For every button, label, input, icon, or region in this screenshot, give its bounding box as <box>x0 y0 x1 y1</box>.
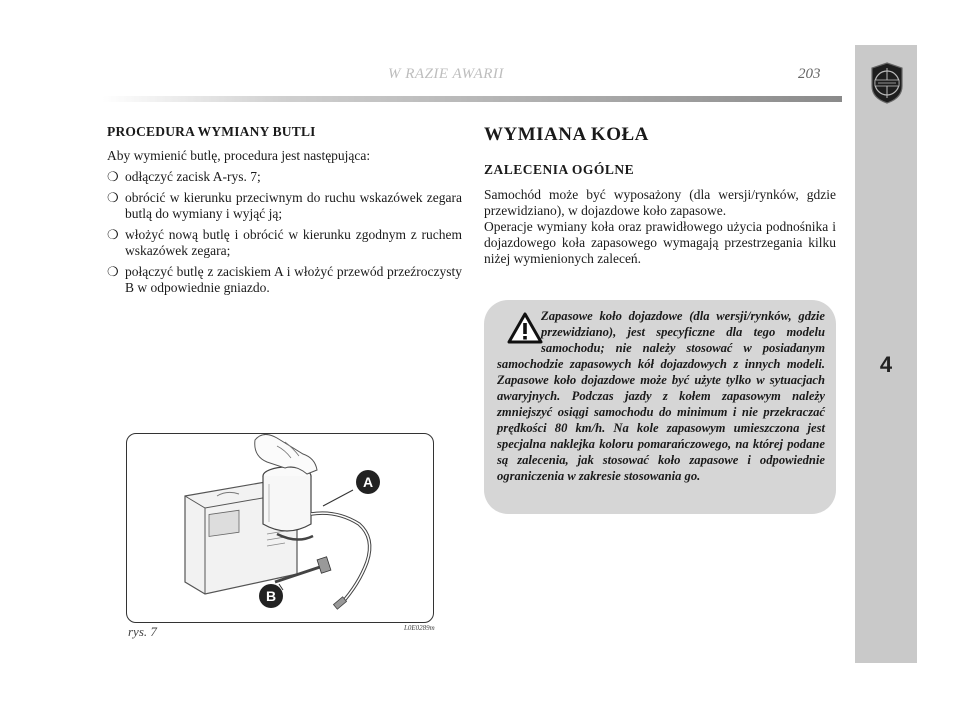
label-b: B <box>265 588 277 604</box>
bullet-marker: ❍ <box>107 264 119 279</box>
bullet-marker: ❍ <box>107 190 119 205</box>
page-number: 203 <box>798 66 821 82</box>
right-column <box>484 124 836 267</box>
compressor-figure <box>126 433 434 623</box>
procedure-intro: Aby wymienić butlę, procedura jest następująca: <box>107 148 371 163</box>
warning-box <box>484 300 836 514</box>
compressor-illustration <box>127 434 433 622</box>
header-divider <box>102 96 842 102</box>
left-column <box>107 124 462 301</box>
bullet-marker: ❍ <box>107 227 119 242</box>
warning-text: Zapasowe koło dojazdowe (dla wersji/rynków, gdzie przewidziano), jest specyficzne dla tego modelu samochodu; nie należy stosować w posiadanym samochodzie zapasowych kół dojazdowych z innych modeli. Zapasowe koło dojazdowe może być użyte tylko w sytuacjach awaryjnych. Podczas jazdy z kołem zapasowym należy zmniejszyć osiągi samochodu do minimum i nie przekraczać prędkości 80 km/h. Na kole zapasowym umieszczona jest specjalna naklejka koloru pomarańczowego, na której podane są zalecenia, jak stosować koło zapasowe i odpowiednie ograniczenia w zakresie stosowania go. <box>497 309 825 483</box>
list-item <box>107 264 462 296</box>
list-item-text: obrócić w kierunku przeciwnym do ruchu wskazówek zegara butlą do wymiany i wyjąć ją; <box>125 190 462 221</box>
section-heading: PROCEDURA WYMIANY BUTLI <box>107 124 316 139</box>
sub-heading: ZALECENIA OGÓLNE <box>484 162 635 177</box>
list-item-text: włożyć nową butlę i obrócić w kierunku zgodnym z ruchem wskazówek zegara; <box>125 227 462 258</box>
list-item <box>107 190 462 222</box>
lancia-logo-icon <box>869 62 905 104</box>
paragraph: Samochód może być wyposażony (dla wersji/rynków, gdzie przewidziano), w dojazdowe koło zapasowe. <box>484 187 836 218</box>
main-heading: WYMIANA KOŁA <box>484 124 649 145</box>
list-item-text: odłączyć zacisk A-rys. 7; <box>125 169 261 184</box>
label-a: A <box>362 474 374 490</box>
icon-spacer <box>497 308 541 354</box>
figure-caption: rys. 7 <box>128 624 157 639</box>
list-item <box>107 227 462 259</box>
paragraph: Operacje wymiany koła oraz prawidłowego użycia podnośnika i dojazdowego koła zapasowego wymagają przestrzegania kilku niżej wymienionych zaleceń. <box>484 219 836 266</box>
bullet-marker: ❍ <box>107 169 119 184</box>
warning-text-container <box>497 308 825 484</box>
list-item-text: połączyć butlę z zaciskiem A i włożyć przewód przeźroczysty B w odpowiednie gniazdo. <box>125 264 462 295</box>
list-item <box>107 169 462 185</box>
running-header-title: W RAZIE AWARII <box>388 66 504 82</box>
chapter-number: 4 <box>879 352 893 377</box>
figure-code: L0E0289m <box>404 624 435 632</box>
